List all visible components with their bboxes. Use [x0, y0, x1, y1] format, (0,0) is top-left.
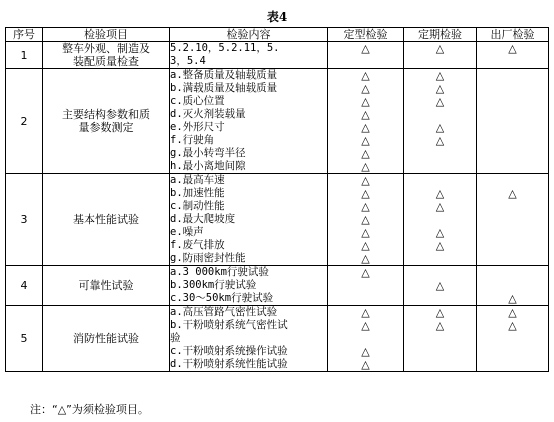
factory-inspection-marks-line [477, 82, 548, 95]
periodic-inspection-marks-line: △ [435, 187, 445, 200]
row-number: 5 [6, 306, 43, 372]
inspection-table [5, 27, 549, 372]
type-inspection-marks-line: △ [361, 252, 370, 265]
table-row [6, 174, 549, 266]
inspection-item [43, 69, 170, 174]
factory-inspection-marks-line [477, 95, 548, 108]
type-inspection-marks-line: △ [361, 358, 370, 371]
type-inspection-marks-line [328, 55, 403, 68]
factory-inspection-marks-line [477, 121, 548, 134]
type-inspection-marks-line [328, 279, 403, 292]
table-title: 表4 [266, 10, 288, 24]
inspection-content [170, 174, 328, 266]
header-factory-inspection: 出厂检验 [477, 28, 549, 42]
inspection-item [43, 42, 170, 69]
type-inspection-marks-line [328, 332, 403, 345]
inspection-item-line: 消防性能试验 [73, 332, 139, 345]
inspection-content-line: b.300km行驶试验 [170, 279, 257, 291]
inspection-content-line: e.噪声 [170, 226, 204, 238]
periodic-inspection-marks-line [404, 174, 476, 187]
header-item: 检验项目 [43, 28, 170, 42]
inspection-item-line: 整车外观、制造及 [62, 42, 150, 55]
factory-inspection-marks-line [477, 226, 548, 239]
inspection-content [170, 266, 328, 306]
factory-inspection-marks-line [477, 174, 548, 187]
type-inspection-marks-line: △ [361, 95, 370, 108]
inspection-content-line: f.废气排放 [170, 239, 225, 251]
type-inspection-marks-line: △ [361, 226, 370, 239]
inspection-content-line: a.3 000km行驶试验 [170, 266, 269, 278]
inspection-content-line: d.最大爬坡度 [170, 213, 236, 225]
inspection-content-line: a.最高车速 [170, 174, 225, 186]
type-inspection-marks-line: △ [361, 134, 370, 147]
inspection-content-line: b.满载质量及轴载质量 [170, 82, 278, 94]
inspection-content-line: d.灭火剂装载量 [170, 108, 246, 120]
factory-inspection-marks-line [477, 134, 548, 147]
inspection-item [43, 306, 170, 372]
type-inspection-marks-line: △ [361, 108, 370, 121]
inspection-item-line: 基本性能试验 [73, 213, 139, 226]
factory-inspection-marks-line [477, 345, 548, 358]
factory-inspection-marks-line [477, 200, 548, 213]
periodic-inspection-marks-line [404, 213, 476, 226]
factory-inspection-marks [477, 306, 549, 372]
type-inspection-marks-line: △ [361, 174, 370, 187]
inspection-content-line: 验 [170, 332, 181, 344]
factory-inspection-marks-line [477, 332, 548, 345]
periodic-inspection-marks-line [404, 292, 476, 305]
inspection-content-line: g.防雨密封性能 [170, 252, 246, 264]
inspection-item-line: 量参数测定 [78, 121, 134, 134]
inspection-content-line: c.干粉喷射系统操作试验 [170, 345, 288, 357]
factory-inspection-marks-line: △ [508, 306, 517, 319]
type-inspection-marks-line: △ [361, 266, 370, 279]
header-no: 序号 [6, 28, 43, 42]
periodic-inspection-marks-line [404, 55, 476, 68]
type-inspection-marks-line: △ [361, 187, 370, 200]
type-inspection-marks-line: △ [361, 160, 370, 173]
factory-inspection-marks-line [477, 213, 548, 226]
type-inspection-marks-line: △ [361, 82, 370, 95]
type-inspection-marks [328, 42, 404, 69]
table-row [6, 69, 549, 174]
inspection-content-line: e.外形尺寸 [170, 121, 225, 133]
inspection-content-line: b.干粉喷射系统气密性试 [170, 319, 288, 331]
periodic-inspection-marks-line: △ [435, 82, 445, 95]
factory-inspection-marks-line [477, 266, 548, 279]
row-number: 4 [6, 266, 43, 306]
header-type-inspection: 定型检验 [328, 28, 404, 42]
factory-inspection-marks-line [477, 160, 548, 173]
type-inspection-marks-line: △ [361, 69, 370, 82]
type-inspection-marks [328, 69, 404, 174]
inspection-content [170, 42, 328, 69]
type-inspection-marks-line: △ [361, 42, 370, 55]
type-inspection-marks-line [328, 292, 403, 305]
periodic-inspection-marks-line [404, 147, 476, 160]
table-row [6, 306, 549, 372]
periodic-inspection-marks-line: △ [435, 200, 445, 213]
periodic-inspection-marks-line [404, 252, 476, 265]
header-content: 检验内容 [170, 28, 328, 42]
inspection-item [43, 266, 170, 306]
inspection-content-line: b.加速性能 [170, 187, 225, 199]
type-inspection-marks-line: △ [361, 345, 370, 358]
inspection-content [170, 69, 328, 174]
periodic-inspection-marks-line: △ [435, 121, 445, 134]
inspection-content [170, 306, 328, 372]
factory-inspection-marks [477, 42, 549, 69]
periodic-inspection-marks [404, 174, 477, 266]
inspection-content-line: f.行驶角 [170, 134, 215, 146]
type-inspection-marks-line: △ [361, 200, 370, 213]
type-inspection-marks [328, 306, 404, 372]
table-row [6, 42, 549, 69]
periodic-inspection-marks-line: △ [435, 306, 445, 319]
factory-inspection-marks [477, 266, 549, 306]
periodic-inspection-marks-line: △ [435, 95, 445, 108]
type-inspection-marks-line: △ [361, 306, 370, 319]
inspection-content-line: 5.2.10，5.2.11，5. [170, 42, 280, 54]
type-inspection-marks-line: △ [361, 121, 370, 134]
periodic-inspection-marks-line: △ [435, 319, 445, 332]
periodic-inspection-marks-line: △ [435, 279, 445, 292]
inspection-content-line: c.30～50km行驶试验 [170, 292, 274, 304]
periodic-inspection-marks-line [404, 345, 476, 358]
periodic-inspection-marks-line: △ [435, 134, 445, 147]
header-periodic-inspection: 定期检验 [404, 28, 477, 42]
type-inspection-marks-line: △ [361, 147, 370, 160]
factory-inspection-marks-line [477, 252, 548, 265]
inspection-content-line: h.最小离地间隙 [170, 160, 246, 172]
table-row [6, 266, 549, 306]
inspection-content-line: a.整备质量及轴载质量 [170, 69, 278, 81]
periodic-inspection-marks-line: △ [435, 69, 445, 82]
factory-inspection-marks-line: △ [508, 42, 517, 55]
factory-inspection-marks-line [477, 239, 548, 252]
inspection-content-line: g.最小转弯半径 [170, 147, 246, 159]
type-inspection-marks-line: △ [361, 213, 370, 226]
inspection-content-line: d.干粉喷射系统性能试验 [170, 358, 288, 370]
periodic-inspection-marks [404, 69, 477, 174]
factory-inspection-marks-line: △ [508, 292, 517, 305]
factory-inspection-marks-line [477, 55, 548, 68]
row-number: 2 [6, 69, 43, 174]
row-number: 3 [6, 174, 43, 266]
inspection-item-line: 可靠性试验 [78, 279, 134, 292]
factory-inspection-marks-line: △ [508, 319, 517, 332]
periodic-inspection-marks-line [404, 160, 476, 173]
periodic-inspection-marks [404, 42, 477, 69]
type-inspection-marks [328, 174, 404, 266]
factory-inspection-marks-line [477, 69, 548, 82]
factory-inspection-marks-line [477, 108, 548, 121]
inspection-content-line: 3，5.4 [170, 55, 206, 67]
type-inspection-marks-line: △ [361, 319, 370, 332]
periodic-inspection-marks-line: △ [435, 42, 445, 55]
factory-inspection-marks [477, 69, 549, 174]
factory-inspection-marks-line: △ [508, 187, 517, 200]
inspection-content-line: c.质心位置 [170, 95, 225, 107]
periodic-inspection-marks [404, 306, 477, 372]
inspection-item-line: 主要结构参数和质 [62, 108, 150, 121]
periodic-inspection-marks-line: △ [435, 239, 445, 252]
periodic-inspection-marks [404, 266, 477, 306]
periodic-inspection-marks-line: △ [435, 226, 445, 239]
row-number: 1 [6, 42, 43, 69]
factory-inspection-marks-line [477, 358, 548, 371]
inspection-item [43, 174, 170, 266]
periodic-inspection-marks-line [404, 108, 476, 121]
footnote: 注：“△”为须检验项目。 [30, 403, 149, 416]
inspection-content-line: a.高压管路气密性试验 [170, 306, 278, 318]
periodic-inspection-marks-line [404, 332, 476, 345]
factory-inspection-marks [477, 174, 549, 266]
type-inspection-marks-line: △ [361, 239, 370, 252]
inspection-content-line: c.制动性能 [170, 200, 225, 212]
type-inspection-marks [328, 266, 404, 306]
factory-inspection-marks-line [477, 279, 548, 292]
inspection-item-line: 装配质量检查 [73, 55, 139, 68]
header-row [6, 28, 549, 42]
factory-inspection-marks-line [477, 147, 548, 160]
periodic-inspection-marks-line [404, 266, 476, 279]
periodic-inspection-marks-line [404, 358, 476, 371]
